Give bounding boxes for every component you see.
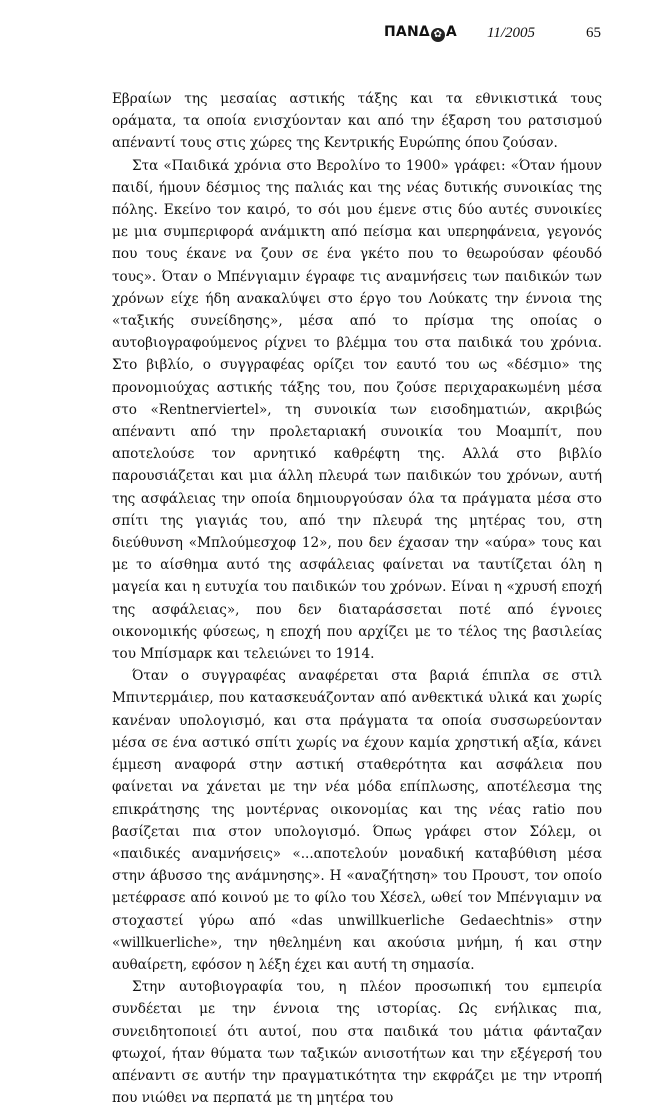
- paragraph-1: Εβραίων της μεσαίας αστικής τάξης και τα εθνικιστικά τους οράματα, τα οποία ενισχύονταν και από την έξαρση του ρατσισμού απέναντί τους στις χώρες της Κεντρικής Ευρώπης όπου ζούσαν.: [112, 91, 602, 152]
- page-header: [0, 24, 660, 46]
- journal-title-suffix: Α: [445, 24, 457, 40]
- page-number: 65: [586, 25, 601, 41]
- journal-title-prefix: ΠΑΝΔ: [384, 24, 430, 40]
- paragraph-2: Στα «Παιδικά χρόνια στο Βερολίνο το 1900» γράφει: «Όταν ήμουν παιδί, ήμουν δέσμιος της παλιάς και της νέας δυτικής συνοικίας της πόλης. Εκείνο τον καιρό, το σόι μου έμενε στις δύο αυτές συνοικίες με μια συμπεριφορά ανάμικτη από πείσμα και υπερηφάνεια, γεγονός που τους έκανε να ζουν σε ένα γκέτο που το θεωρούσαν φέουδό τους». Όταν ο Μπένγιαμιν έγραφε τις αναμνήσεις των παιδικών των χρόνων είχε ήδη ανακαλύψει στο έργο του Λούκατς την έννοια της «ταξικής συνείδησης», μέσα από το πρίσμα της οποίας ο αυτοβιογραφούμενος ρίχνει το βλέμμα του στα παιδικά του χρόνια. Στο βιβλίο, ο συγγραφέας ορίζει τον εαυτό του ως «δέσμιο» της προνομιούχας αστικής τάξης του, που ζούσε περιχαρακωμένη μέσα στο «Rentnerviertel», τη συνοικία των εισοδηματιών, ακριβώς απέναντι από την προλεταριακή συνοικία του Μοαμπίτ, που αποτελούσε τον αρνητικό καθρέφτη της. Αλλά στο βιβλίο παρουσιάζεται και μια άλλη πλευρά των παιδικών του χρόνων, αυτή της ασφάλειας την οποία δημιουργούσαν όλα τα πράγματα μέσα στο σπίτι της γιαγιάς του, από την πλευρά της μητέρας του, στη διεύθυνση «Μπλούμεσχοφ 12», που δεν έχασαν την «αύρα» τους και με το αίσθημα αυτό της ασφάλειας φαίνεται να ταυτίζεται όλη η μαγεία και η ευτυχία του παιδικών του χρόνων. Είναι η «χρυσή εποχή της ασφάλειας», που δεν διαταράσσεται ποτέ από έγνοιες οικονομικής φύσεως, η εποχή που αρχίζει με το τέλος της βασιλείας του Μπίσμαρκ και τελειώνει το 1914.: [112, 157, 602, 663]
- issue-number: 11/2005: [487, 25, 536, 41]
- paragraph-4: Στην αυτοβιογραφία του, η πλέον προσωπική του εμπειρία συνδέεται με την έννοια της ιστορίας. Ως ενήλικας πια, συνειδητοποιεί ότι αυτοί, που στα παιδικά του μάτια φάνταζαν φτωχοί, ήταν θύματα των ταξικών ανισοτήτων και την εξέγερσή του απέναντι σε αυτήν την πραγματικότητα την εκφράζει με την ντροπή που νιώθει να περπατά με τη μητέρα του: [112, 979, 602, 1107]
- pandora-logo-icon: ✿: [431, 28, 445, 42]
- body-text: [112, 88, 602, 1109]
- journal-title: [384, 24, 457, 42]
- paragraph-3: Όταν ο συγγραφέας αναφέρεται στα βαριά έπιπλα σε στιλ Μπιντερμάιερ, που κατασκευάζονταν από ανθεκτικά υλικά και χωρίς κανέναν υπολογισμό, και στα πράγματα τα οποία συσσωρεύονταν μέσα σε ένα αστικό σπίτι χωρίς να έχουν καμία χρηστική αξία, κάνει έμμεση αναφορά στην αστική σταθερότητα και ασφάλεια που φαίνεται να χάνεται με την νέα μόδα επίπλωσης, αποτέλεσμα της επικράτησης της μοντέρνας οικονομίας και της νέας ratio που βασίζεται πια στον υπολογισμό. Όπως γράφει στον Σόλεμ, οι «παιδικές αναμνήσεις» «...αποτελούν μοναδική καταβύθιση μέσα στην άβυσσο της ανάμνησης». Η «αναζήτηση» του Προυστ, τον οποίο μετέφρασε από κοινού με το φίλο του Χέσελ, ωθεί τον Μπένγιαμιν να στοχαστεί γύρω από «das unwillkuerliche Gedaechtnis» στην «willkuerliche», την ηθελημένη και ακούσια μνήμη, ή και στην αυθαίρετη, εφόσον η λέξη έχει και αυτή τη σημασία.: [112, 668, 602, 973]
